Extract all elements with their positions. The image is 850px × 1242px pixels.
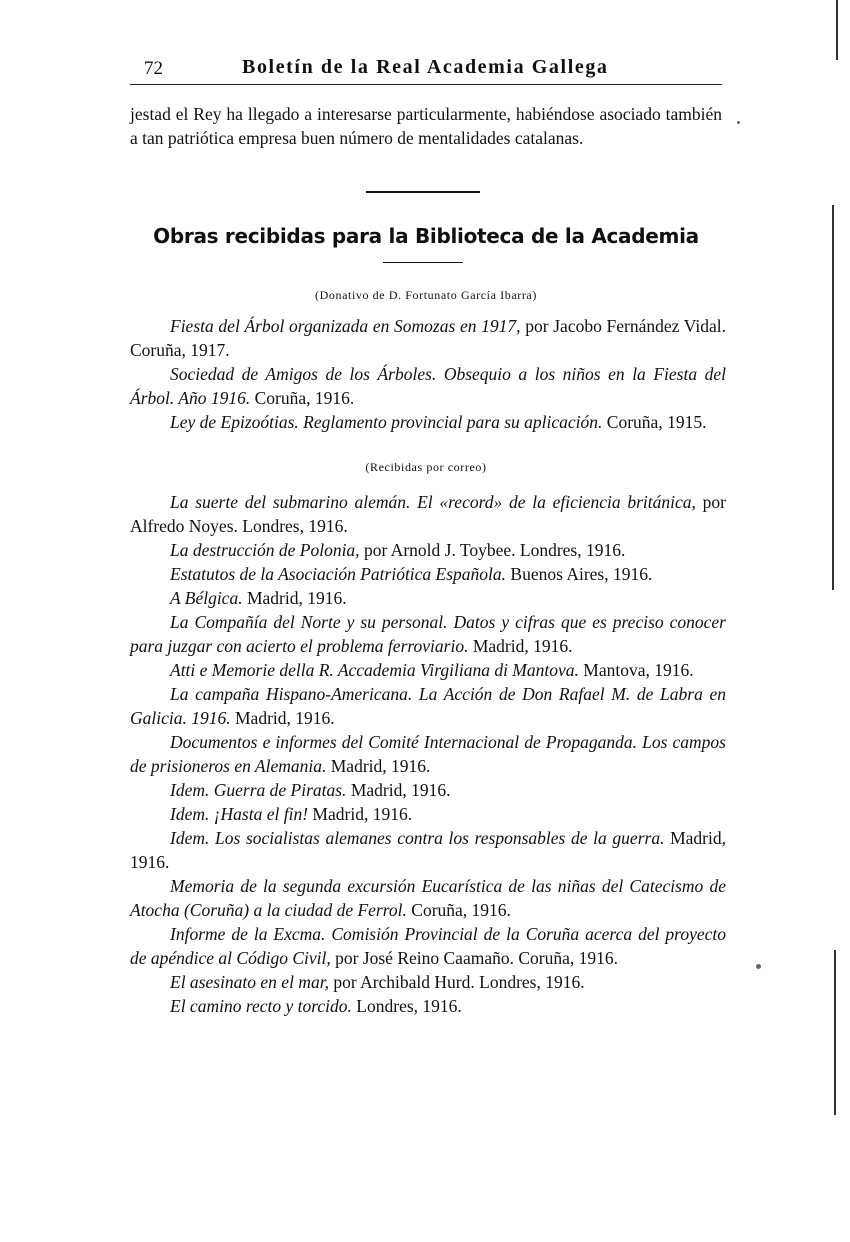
list-item xyxy=(130,922,726,970)
work-title: Ley de Epizoótias. Reglamento provincial para su aplicación. xyxy=(170,412,603,432)
work-title: La Compañía del Norte y su personal. Datos y cifras que es preciso conocer para juzgar con acierto el problema ferroviario. xyxy=(130,612,726,656)
page-header xyxy=(130,56,722,85)
list-item xyxy=(130,610,726,658)
work-title: El camino recto y torcido. xyxy=(170,996,352,1016)
work-details: Madrid, 1916. xyxy=(242,588,347,608)
list-item xyxy=(130,994,726,1018)
work-details: Madrid, 1916. xyxy=(326,756,431,776)
work-details: Coruña, 1916. xyxy=(406,900,511,920)
list-item xyxy=(130,362,726,410)
work-title: La destrucción de Polonia, xyxy=(170,540,360,560)
title-divider xyxy=(383,262,463,263)
work-title: A Bélgica. xyxy=(170,588,243,608)
list-item xyxy=(130,538,726,562)
binding-edge-mark xyxy=(834,950,836,1115)
work-title: Memoria de la segunda excursión Eucarística de las niñas del Catecismo de Atocha (Coruña) a la ciudad de Ferrol. xyxy=(130,876,726,920)
work-details: Coruña, 1915. xyxy=(602,412,707,432)
running-title: Boletín de la Real Academia Gallega xyxy=(242,56,609,78)
work-details: por Jacobo Fernández Vidal. Coruña, 1917. xyxy=(130,316,726,360)
intro-text: jestad el Rey ha llegado a interesarse particularmente, habiéndose asociado también a tan patriótica empresa buen número de mentalidades catalanas. xyxy=(130,104,722,148)
work-title: Idem. Los socialistas alemanes contra los responsables de la guerra. xyxy=(170,828,665,848)
list-item xyxy=(130,586,726,610)
section-title: Obras recibidas para la Biblioteca de la Academia xyxy=(153,224,699,248)
work-title: Atti e Memorie della R. Accademia Virgiliana di Mantova. xyxy=(170,660,579,680)
work-details: Coruña, 1916. xyxy=(250,388,355,408)
work-title: Documentos e informes del Comité Internacional de Propaganda. Los campos de prisioneros en Alemania. xyxy=(130,732,726,776)
list-item xyxy=(130,490,726,538)
work-title: Idem. Guerra de Piratas. xyxy=(170,780,347,800)
scan-speck xyxy=(756,964,761,969)
work-details: Madrid, 1916. xyxy=(468,636,573,656)
donation-note: (Donativo de D. Fortunato García Ibarra) xyxy=(315,288,537,302)
work-details: por Arnold J. Toybee. Londres, 1916. xyxy=(359,540,626,560)
list-item xyxy=(130,826,726,874)
scan-speck xyxy=(737,121,740,124)
work-title: Estatutos de la Asociación Patriótica Española. xyxy=(170,564,507,584)
list-item xyxy=(130,802,726,826)
work-details: Londres, 1916. xyxy=(351,996,462,1016)
work-details: Madrid, 1916. xyxy=(230,708,335,728)
work-title: El asesinato en el mar, xyxy=(170,972,329,992)
work-details: Madrid, 1916. xyxy=(308,804,413,824)
work-details: Mantova, 1916. xyxy=(578,660,694,680)
work-details: Madrid, 1916. xyxy=(346,780,451,800)
work-details: por José Reino Caamaño. Coruña, 1916. xyxy=(330,948,618,968)
work-title: La campaña Hispano-Americana. La Acción de Don Rafael M. de Labra en Galicia. 1916. xyxy=(130,684,726,728)
donated-entries-list xyxy=(130,314,726,434)
binding-edge-mark xyxy=(836,0,838,60)
list-item xyxy=(130,970,726,994)
work-details: Madrid, 1916. xyxy=(130,828,726,872)
work-details: por Archibald Hurd. Londres, 1916. xyxy=(328,972,585,992)
list-item xyxy=(130,314,726,362)
work-details: por Alfredo Noyes. Londres, 1916. xyxy=(130,492,726,536)
page-number: 72 xyxy=(144,58,163,79)
section-divider xyxy=(366,191,480,193)
mail-note: (Recibidas por correo) xyxy=(365,460,487,474)
list-item xyxy=(130,562,726,586)
work-title: Fiesta del Árbol organizada en Somozas en 1917, xyxy=(170,316,521,336)
list-item xyxy=(130,682,726,730)
work-details: Buenos Aires, 1916. xyxy=(506,564,653,584)
list-item xyxy=(130,730,726,778)
list-item xyxy=(130,658,726,682)
list-item xyxy=(130,778,726,802)
binding-edge-mark xyxy=(832,205,834,590)
work-title: Idem. ¡Hasta el fin! xyxy=(170,804,309,824)
list-item xyxy=(130,874,726,922)
work-title: La suerte del submarino alemán. El «record» de la eficiencia británica, xyxy=(170,492,696,512)
intro-paragraph xyxy=(130,102,722,150)
mail-entries-list xyxy=(130,490,726,1018)
list-item xyxy=(130,410,726,434)
work-title: Sociedad de Amigos de los Árboles. Obsequio a los niños en la Fiesta del Árbol. Año 1916. xyxy=(130,364,726,408)
work-title: Informe de la Excma. Comisión Provincial de la Coruña acerca del proyecto de apéndice al Código Civil, xyxy=(130,924,726,968)
